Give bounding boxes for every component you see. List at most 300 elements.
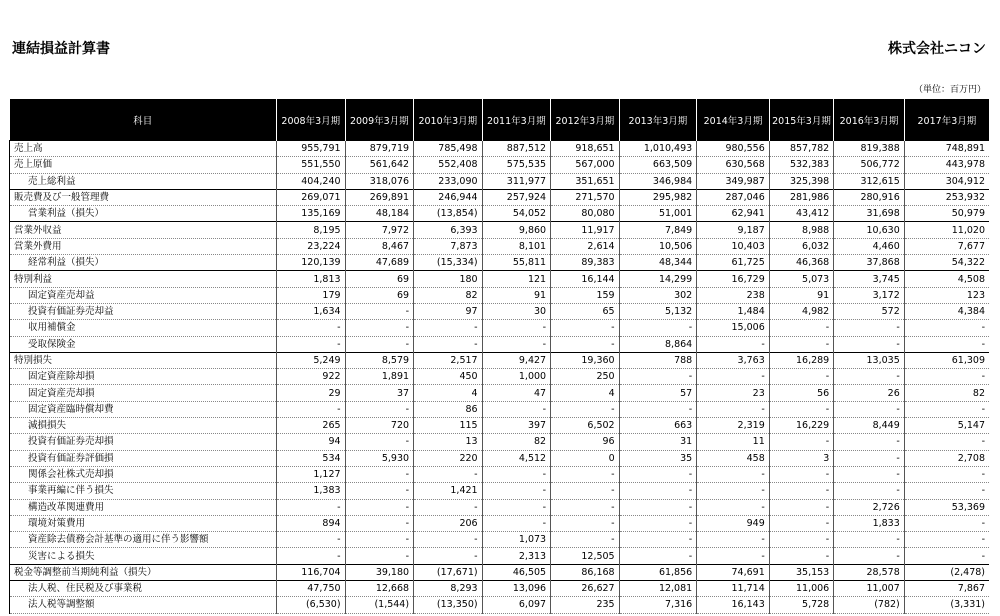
table-cell: 9,187: [697, 222, 770, 238]
table-cell: 785,498: [414, 141, 483, 157]
table-cell: -: [834, 401, 905, 417]
table-cell: -: [619, 548, 697, 564]
table-cell: 879,719: [345, 141, 414, 157]
table-header: [10, 99, 990, 141]
table-cell: 7,972: [345, 222, 414, 238]
table-cell: 47: [482, 385, 551, 401]
table-cell: -: [834, 548, 905, 564]
table-cell: -: [619, 515, 697, 531]
table-cell: 551,550: [277, 157, 346, 173]
table-cell: 61,309: [904, 352, 989, 368]
table-cell: 7,677: [904, 238, 989, 254]
row-label: 固定資産臨時償却費: [10, 401, 277, 417]
table-cell: 13: [414, 434, 483, 450]
table-cell: 12,668: [345, 581, 414, 597]
table-cell: 7,867: [904, 581, 989, 597]
table-cell: 257,924: [482, 189, 551, 205]
table-cell: 955,791: [277, 141, 346, 157]
table-cell: 281,986: [769, 189, 833, 205]
table-cell: -: [482, 466, 551, 482]
table-cell: -: [482, 320, 551, 336]
table-cell: 120,139: [277, 255, 346, 271]
table-cell: -: [834, 320, 905, 336]
table-cell: -: [769, 548, 833, 564]
table-cell: 8,579: [345, 352, 414, 368]
table-cell: 552,408: [414, 157, 483, 173]
table-cell: 8,467: [345, 238, 414, 254]
table-cell: -: [551, 515, 620, 531]
table-cell: -: [414, 320, 483, 336]
table-cell: 11: [697, 434, 770, 450]
table-cell: 35,153: [769, 564, 833, 580]
row-label: 災害による損失: [10, 548, 277, 564]
table-cell: 4,512: [482, 450, 551, 466]
table-cell: -: [345, 336, 414, 352]
table-cell: 62,941: [697, 206, 770, 222]
table-cell: -: [414, 499, 483, 515]
column-header-year: 2016年3月期: [834, 99, 905, 141]
table-cell: -: [414, 532, 483, 548]
table-cell: -: [697, 336, 770, 352]
table-row: [10, 303, 990, 319]
table-cell: (3,331): [904, 597, 989, 613]
table-cell: 397: [482, 418, 551, 434]
table-cell: 1,833: [834, 515, 905, 531]
table-cell: 16,729: [697, 271, 770, 287]
table-cell: 295,982: [619, 189, 697, 205]
table-cell: 3,763: [697, 352, 770, 368]
table-cell: -: [769, 369, 833, 385]
table-cell: -: [769, 401, 833, 417]
table-cell: 54,052: [482, 206, 551, 222]
table-cell: -: [904, 434, 989, 450]
table-row: [10, 499, 990, 515]
table-row: [10, 189, 990, 205]
table-cell: 2,319: [697, 418, 770, 434]
table-cell: 94: [277, 434, 346, 450]
table-cell: -: [345, 303, 414, 319]
table-cell: -: [769, 336, 833, 352]
table-cell: 922: [277, 369, 346, 385]
table-cell: 57: [619, 385, 697, 401]
table-cell: 54,322: [904, 255, 989, 271]
table-cell: -: [769, 499, 833, 515]
row-label: 特別利益: [10, 271, 277, 287]
table-cell: 567,000: [551, 157, 620, 173]
table-cell: 2,614: [551, 238, 620, 254]
table-cell: 31: [619, 434, 697, 450]
table-cell: 351,651: [551, 173, 620, 189]
table-cell: 43,412: [769, 206, 833, 222]
table-cell: 15,006: [697, 320, 770, 336]
table-cell: -: [482, 336, 551, 352]
table-cell: -: [697, 532, 770, 548]
table-cell: 50,979: [904, 206, 989, 222]
table-cell: 19,360: [551, 352, 620, 368]
table-cell: (13,854): [414, 206, 483, 222]
column-header-year: 2014年3月期: [697, 99, 770, 141]
table-cell: 572: [834, 303, 905, 319]
table-cell: -: [834, 450, 905, 466]
row-label: 販売費及び一般管理費: [10, 189, 277, 205]
table-row: [10, 287, 990, 303]
table-cell: -: [904, 515, 989, 531]
table-cell: 630,568: [697, 157, 770, 173]
table-cell: 39,180: [345, 564, 414, 580]
table-cell: 14,299: [619, 271, 697, 287]
table-cell: 458: [697, 450, 770, 466]
row-label: 構造改革関連費用: [10, 499, 277, 515]
table-row: [10, 141, 990, 157]
table-cell: 46,368: [769, 255, 833, 271]
table-cell: 561,642: [345, 157, 414, 173]
table-row: [10, 581, 990, 597]
table-cell: 51,001: [619, 206, 697, 222]
table-cell: 5,132: [619, 303, 697, 319]
table-cell: 238: [697, 287, 770, 303]
table-row: [10, 238, 990, 254]
table-cell: 11,006: [769, 581, 833, 597]
table-cell: -: [697, 401, 770, 417]
table-row: [10, 401, 990, 417]
table-cell: 980,556: [697, 141, 770, 157]
row-label: 固定資産除却損: [10, 369, 277, 385]
table-cell: 12,081: [619, 581, 697, 597]
table-cell: 4,460: [834, 238, 905, 254]
table-cell: 12,505: [551, 548, 620, 564]
table-row: [10, 434, 990, 450]
page-title: 連結損益計算書: [12, 41, 110, 57]
table-cell: 1,484: [697, 303, 770, 319]
income-statement-table: [9, 99, 989, 614]
table-cell: -: [834, 466, 905, 482]
table-cell: 1,073: [482, 532, 551, 548]
table-row: [10, 548, 990, 564]
table-cell: -: [904, 401, 989, 417]
table-cell: 11,714: [697, 581, 770, 597]
table-cell: -: [345, 466, 414, 482]
table-cell: 11,007: [834, 581, 905, 597]
table-cell: -: [345, 499, 414, 515]
table-cell: 23: [697, 385, 770, 401]
table-cell: 115: [414, 418, 483, 434]
table-cell: 5,147: [904, 418, 989, 434]
table-cell: -: [769, 515, 833, 531]
table-cell: -: [345, 483, 414, 499]
table-cell: 37: [345, 385, 414, 401]
table-cell: 29: [277, 385, 346, 401]
column-header-year: 2013年3月期: [619, 99, 697, 141]
table-cell: 5,930: [345, 450, 414, 466]
table-cell: 534: [277, 450, 346, 466]
table-cell: -: [277, 548, 346, 564]
table-cell: 97: [414, 303, 483, 319]
table-cell: 8,101: [482, 238, 551, 254]
row-label: 特別損失: [10, 352, 277, 368]
table-cell: 46,505: [482, 564, 551, 580]
table-row: [10, 418, 990, 434]
table-cell: 280,916: [834, 189, 905, 205]
table-cell: 346,984: [619, 173, 697, 189]
table-cell: -: [904, 548, 989, 564]
row-label: 固定資産売却損: [10, 385, 277, 401]
table-cell: 304,912: [904, 173, 989, 189]
table-cell: 61,725: [697, 255, 770, 271]
table-cell: -: [904, 369, 989, 385]
table-row: [10, 466, 990, 482]
table-cell: 135,169: [277, 206, 346, 222]
table-cell: 13,096: [482, 581, 551, 597]
table-cell: -: [834, 483, 905, 499]
table-cell: 1,634: [277, 303, 346, 319]
table-cell: 271,570: [551, 189, 620, 205]
row-label: 資産除去債務会計基準の適用に伴う影響額: [10, 532, 277, 548]
table-cell: 35: [619, 450, 697, 466]
table-cell: 450: [414, 369, 483, 385]
column-header-year: 2009年3月期: [345, 99, 414, 141]
table-cell: 3: [769, 450, 833, 466]
table-cell: -: [904, 336, 989, 352]
row-label: 法人税、住民税及び事業税: [10, 581, 277, 597]
table-cell: -: [551, 320, 620, 336]
table-cell: -: [482, 483, 551, 499]
row-label: 事業再編に伴う損失: [10, 483, 277, 499]
table-cell: 0: [551, 450, 620, 466]
unit-label: （単位：百万円）: [913, 85, 986, 95]
table-cell: 269,071: [277, 189, 346, 205]
table-cell: -: [769, 483, 833, 499]
table-cell: -: [904, 532, 989, 548]
table-cell: 894: [277, 515, 346, 531]
table-cell: 265: [277, 418, 346, 434]
table-cell: 11,917: [551, 222, 620, 238]
table-row: [10, 532, 990, 548]
table-cell: 116,704: [277, 564, 346, 580]
table-cell: (17,671): [414, 564, 483, 580]
row-label: 投資有価証券評価損: [10, 450, 277, 466]
row-label: 受取保険金: [10, 336, 277, 352]
table-cell: -: [277, 401, 346, 417]
table-cell: -: [904, 483, 989, 499]
table-cell: 4,508: [904, 271, 989, 287]
table-cell: 5,249: [277, 352, 346, 368]
table-cell: -: [904, 320, 989, 336]
table-cell: -: [834, 532, 905, 548]
table-cell: -: [697, 466, 770, 482]
table-row: [10, 515, 990, 531]
row-label: 営業外費用: [10, 238, 277, 254]
table-cell: 246,944: [414, 189, 483, 205]
table-cell: 235: [551, 597, 620, 613]
table-cell: 7,316: [619, 597, 697, 613]
table-cell: 6,393: [414, 222, 483, 238]
table-cell: -: [834, 336, 905, 352]
table-cell: -: [345, 515, 414, 531]
table-cell: 47,750: [277, 581, 346, 597]
table-cell: -: [769, 434, 833, 450]
table-cell: 56: [769, 385, 833, 401]
table-cell: 91: [769, 287, 833, 303]
table-cell: -: [904, 466, 989, 482]
table-cell: 16,289: [769, 352, 833, 368]
table-cell: 318,076: [345, 173, 414, 189]
table-row: [10, 255, 990, 271]
row-label: 税金等調整前当期純利益（損失）: [10, 564, 277, 580]
row-label: 減損損失: [10, 418, 277, 434]
table-cell: 53,369: [904, 499, 989, 515]
table-cell: -: [482, 401, 551, 417]
table-cell: 23,224: [277, 238, 346, 254]
column-header-year: 2010年3月期: [414, 99, 483, 141]
table-cell: 61,856: [619, 564, 697, 580]
row-label: 売上総利益: [10, 173, 277, 189]
table-cell: 82: [904, 385, 989, 401]
table-cell: -: [345, 548, 414, 564]
table-cell: 2,313: [482, 548, 551, 564]
table-cell: 82: [482, 434, 551, 450]
table-cell: 91: [482, 287, 551, 303]
row-label: 関係会社株式売却損: [10, 466, 277, 482]
table-cell: 788: [619, 352, 697, 368]
table-cell: -: [697, 483, 770, 499]
table-cell: 2,726: [834, 499, 905, 515]
table-row: [10, 597, 990, 613]
table-cell: -: [551, 499, 620, 515]
table-cell: 30: [482, 303, 551, 319]
table-cell: 349,987: [697, 173, 770, 189]
row-label: 売上高: [10, 141, 277, 157]
table-cell: -: [551, 532, 620, 548]
table-cell: -: [697, 499, 770, 515]
table-cell: -: [697, 548, 770, 564]
table-row: [10, 369, 990, 385]
table-cell: 31,698: [834, 206, 905, 222]
table-cell: 250: [551, 369, 620, 385]
table-cell: 4,384: [904, 303, 989, 319]
table-cell: 7,873: [414, 238, 483, 254]
table-cell: -: [277, 499, 346, 515]
table-cell: 443,978: [904, 157, 989, 173]
table-cell: -: [277, 320, 346, 336]
table-cell: 69: [345, 287, 414, 303]
table-row: [10, 173, 990, 189]
row-label: 固定資産売却益: [10, 287, 277, 303]
table-cell: 26,627: [551, 581, 620, 597]
table-cell: 5,073: [769, 271, 833, 287]
table-row: [10, 564, 990, 580]
table-cell: 1,383: [277, 483, 346, 499]
column-header-year: 2017年3月期: [904, 99, 989, 141]
table-cell: -: [277, 336, 346, 352]
table-cell: -: [697, 369, 770, 385]
table-cell: 575,535: [482, 157, 551, 173]
row-label: 投資有価証券売却損: [10, 434, 277, 450]
table-cell: 48,344: [619, 255, 697, 271]
table-cell: 10,506: [619, 238, 697, 254]
table-cell: -: [482, 515, 551, 531]
table-cell: 1,000: [482, 369, 551, 385]
table-cell: 69: [345, 271, 414, 287]
table-cell: 404,240: [277, 173, 346, 189]
table-cell: (13,350): [414, 597, 483, 613]
table-cell: 312,615: [834, 173, 905, 189]
table-cell: 8,449: [834, 418, 905, 434]
table-cell: 16,143: [697, 597, 770, 613]
table-cell: 663: [619, 418, 697, 434]
table-cell: 4: [551, 385, 620, 401]
table-cell: 6,097: [482, 597, 551, 613]
table-row: [10, 320, 990, 336]
table-cell: 1,127: [277, 466, 346, 482]
row-label: 法人税等調整額: [10, 597, 277, 613]
table-cell: 2,517: [414, 352, 483, 368]
table-cell: 233,090: [414, 173, 483, 189]
table-cell: -: [834, 434, 905, 450]
table-cell: -: [551, 336, 620, 352]
table-cell: -: [414, 336, 483, 352]
table-cell: 48,184: [345, 206, 414, 222]
table-cell: 28,578: [834, 564, 905, 580]
table-cell: -: [551, 483, 620, 499]
column-header-year: 2008年3月期: [277, 99, 346, 141]
table-cell: 9,427: [482, 352, 551, 368]
table-cell: 8,864: [619, 336, 697, 352]
table-cell: 89,383: [551, 255, 620, 271]
table-cell: 4: [414, 385, 483, 401]
table-row: [10, 271, 990, 287]
table-row: [10, 450, 990, 466]
table-row: [10, 157, 990, 173]
table-cell: 720: [345, 418, 414, 434]
table-cell: 918,651: [551, 141, 620, 157]
table-cell: 287,046: [697, 189, 770, 205]
table-cell: 1,010,493: [619, 141, 697, 157]
table-cell: (2,478): [904, 564, 989, 580]
table-cell: -: [345, 401, 414, 417]
table-cell: -: [619, 499, 697, 515]
table-cell: -: [551, 401, 620, 417]
table-cell: 311,977: [482, 173, 551, 189]
table-cell: (1,544): [345, 597, 414, 613]
table-cell: 8,988: [769, 222, 833, 238]
column-header-account: 科目: [10, 99, 277, 141]
table-cell: 4,982: [769, 303, 833, 319]
table-cell: 857,782: [769, 141, 833, 157]
table-cell: 6,032: [769, 238, 833, 254]
row-label: 環境対策費用: [10, 515, 277, 531]
table-cell: 748,891: [904, 141, 989, 157]
table-row: [10, 352, 990, 368]
table-cell: 159: [551, 287, 620, 303]
table-cell: -: [482, 499, 551, 515]
table-cell: (15,334): [414, 255, 483, 271]
table-cell: 206: [414, 515, 483, 531]
table-cell: 11,020: [904, 222, 989, 238]
table-cell: -: [414, 548, 483, 564]
row-label: 経常利益（損失）: [10, 255, 277, 271]
table-cell: 121: [482, 271, 551, 287]
row-label: 収用補償金: [10, 320, 277, 336]
table-cell: 220: [414, 450, 483, 466]
table-cell: 179: [277, 287, 346, 303]
table-cell: -: [345, 532, 414, 548]
table-cell: -: [345, 320, 414, 336]
table-cell: 887,512: [482, 141, 551, 157]
table-cell: 532,383: [769, 157, 833, 173]
table-cell: 3,745: [834, 271, 905, 287]
table-cell: 1,891: [345, 369, 414, 385]
table-cell: 8,195: [277, 222, 346, 238]
